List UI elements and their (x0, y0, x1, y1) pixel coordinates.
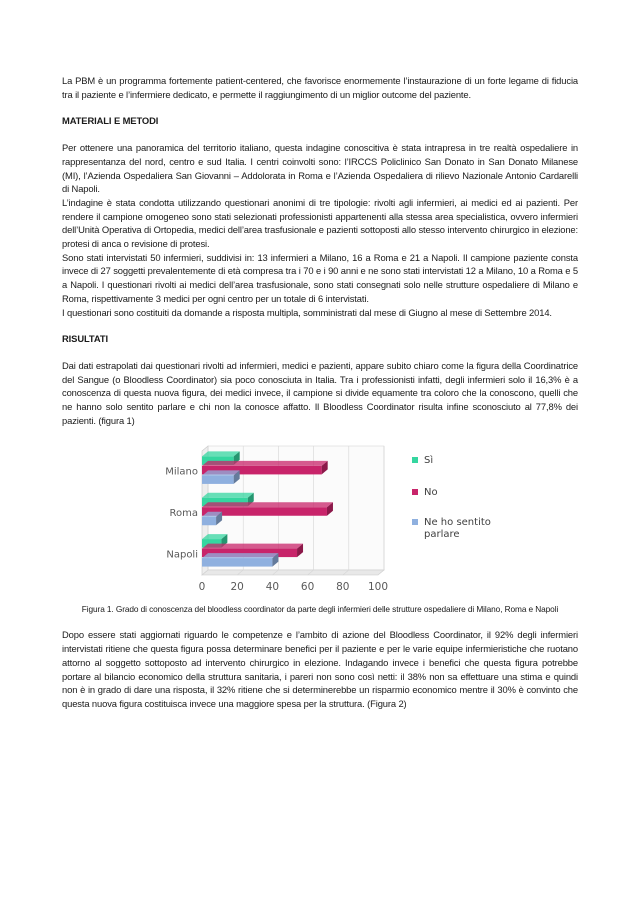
methods-body (62, 141, 578, 319)
section-heading-methods: MATERIALI E METODI (62, 115, 159, 127)
bar (202, 476, 234, 485)
bar (202, 517, 216, 526)
figure-caption: Figura 1. Grado di conoscenza del bloodless coordinator da parte degli infermieri delle strutture ospedaliere di Milano, Roma e Napoli (81, 604, 559, 615)
x-tick-label: 60 (300, 581, 315, 594)
x-tick-label: 0 (198, 581, 206, 594)
methods-paragraph: Per ottenere una panoramica del territorio italiano, questa indagine conoscitiva è stata intrapresa in tre realtà ospedaliere in rappresentanza del nord, centro e sud Italia. I centri coinvolti sono: l’IRCCS Policlinico San Donato in San Donato Milanese (MI), l’Azienda Ospedaliera San Giovanni – Addolorata in Roma e l’Azienda Ospedaliera di rilievo Nazionale Antonio Cardarelli di Napoli. (62, 142, 578, 195)
legend-swatch (412, 519, 418, 525)
bar-top (202, 493, 254, 498)
y-category-label: Roma (169, 508, 198, 520)
bar-top (202, 461, 328, 466)
y-category-label: Milano (165, 467, 198, 479)
bar-top (202, 503, 333, 508)
legend-swatch (412, 489, 418, 495)
x-tick-label: 80 (336, 581, 350, 594)
legend-label: No (424, 487, 438, 499)
bar (202, 559, 272, 568)
legend-label: Sì (424, 455, 434, 467)
figure-1 (62, 439, 578, 601)
results-paragraph: Dopo essere stati aggiornati riguardo le competenze e l’ambito di azione del Bloodless Coordinator, il 92% degli infermieri intervistati ritiene che questa figura possa determinare benefici per il paziente e per le varie equipe infermieristiche che ruotano attorno al soggetto sottoposto ad intervento chirurgico in elezione. Indagando invece i benefici che questa figura potrebbe portare al bilancio economico della struttura sanitaria, i pareri non sono così netti: il 38% non sa effettuare una stima e quindi non è in grado di dare una risposta, il 32% ritiene che si determinerebbe un risparmio economico mentre il 30% è convinto che questa nuova figura costituisca invece una maggiore spesa per la struttura. (Figura 2) (62, 629, 578, 709)
chart-floor (202, 570, 384, 575)
y-category-label: Napoli (166, 549, 198, 561)
legend-label-cont: parlare (424, 529, 460, 541)
x-tick-label: 40 (265, 581, 280, 594)
legend-swatch (412, 457, 418, 463)
bar-top (202, 554, 278, 559)
intro-paragraph: La PBM è un programma fortemente patient-centered, che favorisce enormemente l’instaurazione di un forte legame di fiducia tra il paziente e l’infermiere dedicato, e permette il raggiungimento di un miglior outcome del paziente. (62, 75, 578, 100)
document-page (62, 74, 578, 711)
bar-top (202, 544, 303, 549)
methods-paragraph: Sono stati intervistati 50 infermieri, suddivisi in: 13 infermieri a Milano, 16 a Roma e 21 a Napoli. Il campione paziente consta invece di 27 soggetti prevalentemente di età compresa tra i 70 e i 90 anni e ne sono stati intervistati 12 a Milano, 10 a Roma e 5 a Napoli. I questionari rivolti ai medici dell’area trasfusionale, sono stati consegnati solo nelle strutture ospedaliere di Milano e Roma, rispettivamente 3 medici per ogni centro per un totale di 6 intervistati. (62, 251, 578, 304)
methods-paragraph: L’indagine è stata condotta utilizzando questionari anonimi di tre tipologie: rivolti agli infermieri, ai medici ed ai pazienti. Per rendere il campione omogeneo sono stati selezionati professionisti appartenenti alla stessa area specialistica, ovvero infermieri dell’Unità Operativa di Ortopedia, medici dell’area trasfusionale e pazienti sottoposti allo stesso intervento chirurgico in elezione: protesi di anca o revisione di protesi. (62, 196, 578, 250)
methods-paragraph: I questionari sono costituiti da domande a risposta multipla, somministrati dal mese di Giugno al mese di Settembre 2014. (62, 306, 552, 318)
results-paragraph: Dai dati estrapolati dai questionari rivolti ad infermieri, medici e pazienti, appare subito chiaro come la figura della Coordinatrice del Sangue (o Bloodless Coordinator) sia poco conosciuta in Italia. Tra i professionisti infatti, degli infermieri solo il 16,3% è a conoscenza di questa nuova figura, dei medici invece, il campione si divide equamente tra coloro che la conoscono, quelli che ne hanno solo sentito parlare e chi non la conosce affatto. Il Bloodless Coordinator risulta infine sconosciuto al 77,8% dei pazienti. (figura 1) (62, 359, 578, 426)
legend-label: Ne ho sentito (424, 517, 491, 529)
bar-top (202, 452, 240, 457)
section-heading-results: RISULTATI (62, 333, 108, 345)
x-tick-label: 20 (230, 581, 244, 594)
bar-chart (165, 439, 502, 601)
bar-top (202, 471, 240, 476)
x-tick-label: 100 (367, 581, 389, 594)
